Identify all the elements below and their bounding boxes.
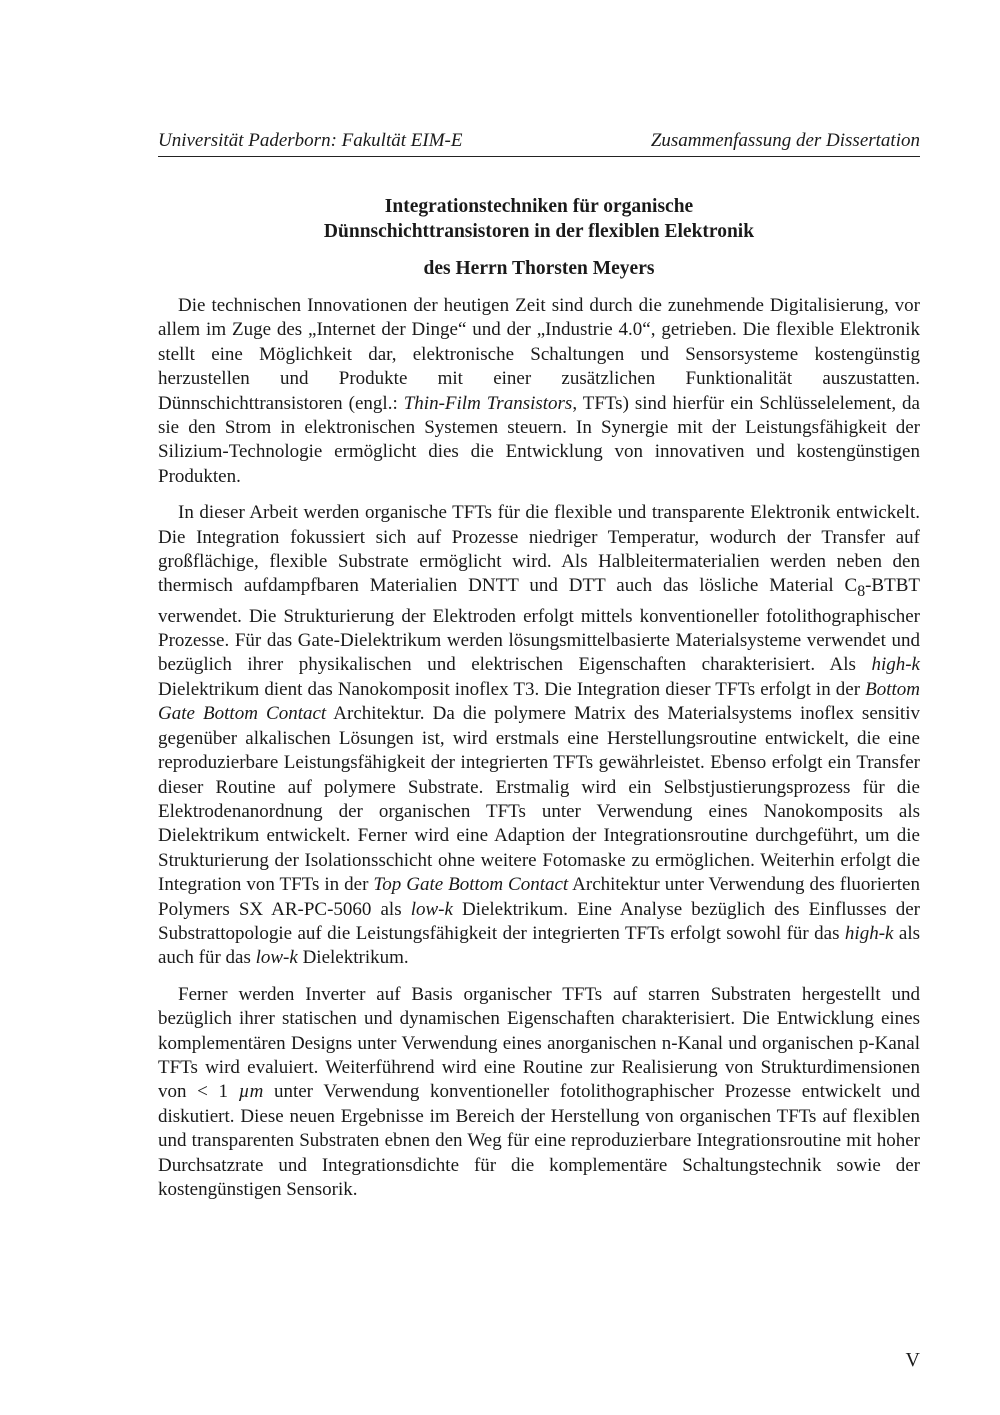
abstract-body — [158, 294, 920, 1214]
paragraph-2: In dieser Arbeit werden organische TFTs für die flexible und transparente Elektronik entwickelt. Die Integration fokussiert sich auf Prozesse niedriger Temperatur, wodurch der Transfer auf großflächige, flexible Substrate ermöglicht wird. Als Halbleitermaterialien werden neben den thermisch aufdampfbaren Materialien DNTT und DTT auch das lösliche Material $C_8$-BTBT verwendet. Die Strukturierung der Elektroden erfolgt mittels konventioneller fotolithographischer Prozesse. Für das Gate-Dielektrikum werden lösungsmittelbasierte Materialsysteme verwendet und bezüglich ihrer physikalischen und elektrischen Eigenschaften charakterisiert. Als high-k Dielektrikum dient das Nanokomposit inoflex T3. Die Integration dieser TFTs erfolgt in der Bottom Gate Bottom Contact Architektur. Da die polymere Matrix des Materialsystems inoflex sensitiv gegenüber alkalischen Lösungen ist, wird erstmals eine Herstellungsroutine entwickelt, die eine reproduzierbare Leistungsfähigkeit der integrierten TFTs gewährleistet. Ebenso erfolgt ein Transfer dieser Routine auf polymere Substrate. Erstmalig wird ein Selbstjustierungsprozess für die Elektrodenanordnung der organischen TFTs unter Verwendung eines Nanokomposits als Dielektrikum entwickelt. Ferner wird eine Adaption der Integrationsroutine durchgeführt, um die Strukturierung der Isolationsschicht ohne weitere Fotomaske zu ermöglichen. Weiterhin erfolgt die Integration von TFTs in der Top Gate Bottom Contact Architektur unter Verwendung des fluorierten Polymers SX AR-PC-5060 als low-k Dielektrikum. Eine Analyse bezüglich des Einflusses der Substrattopologie auf die Leistungsfähigkeit der integrierten TFTs erfolgt sowohl für das high-k als auch für das low-k Dielektrikum. — [158, 502, 921, 969]
page-number: V — [905, 1349, 920, 1371]
document-title — [158, 194, 920, 244]
author-line: des Herrn Thorsten Meyers — [423, 258, 655, 279]
title-line-1: Integrationstechniken für organische — [384, 196, 694, 217]
paragraph-1: Die technischen Innovationen der heutigen Zeit sind durch die zunehmende Digitalisierung, vor allem im Zuge des „Internet der Dinge“ und der „Industrie 4.0“, getrieben. Die flexible Elektronik stellt eine Möglichkeit dar, elektronische Schaltungen und Sensorsysteme kostengünstig herzustellen und Produkte mit einer zusätzlichen Funktionalität auszustatten. Dünnschichttransistoren (engl.: Thin-Film Transistors, TFTs) sind hierfür ein Schlüsselelement, da sie den Strom in elektronischen Systemen steuern. In Synergie mit der Leistungsfähigkeit der Silizium-Technologie ermöglicht dies die Entwicklung von innovativen und kostengünstigen Produkten. — [158, 295, 920, 487]
header-right: Zusammenfassung der Dissertation — [650, 130, 920, 151]
paragraph-3: Ferner werden Inverter auf Basis organischer TFTs auf starren Substraten hergestellt und bezüglich ihrer statischen und dynamischen Eigenschaften charakterisiert. Die Entwicklung eines komplementären Designs unter Verwendung eines anorganischen n-Kanal und organischen p-Kanal TFTs wird evaluiert. Weiterführend wird eine Routine zur Realisierung von Strukturdimensionen von < 1 µm unter Verwendung konventioneller fotolithographischer Prozesse entwickelt und diskutiert. Diese neuen Ergebnisse im Bereich der Herstellung von organischen TFTs auf flexiblen und transparenten Substraten ebnen den Weg für eine reproduzierbare Integrationsroutine mit hoher Durchsatzrate und Integrationsdichte für die komplementäre Schaltungstechnik sowie der kostengünstigen Sensorik. — [158, 983, 920, 1201]
title-line-2: Dünnschichttransistoren in der flexiblen Elektronik — [323, 221, 755, 242]
header-left: Universität Paderborn: Fakultät EIM-E — [158, 130, 463, 151]
running-header — [158, 130, 920, 157]
